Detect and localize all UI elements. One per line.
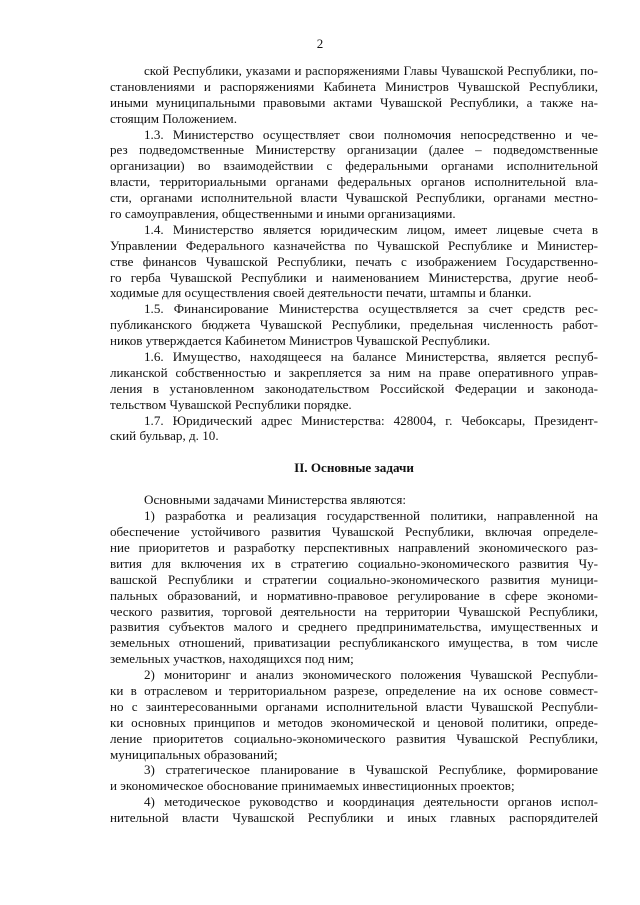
section-title: II. Основные задачи: [294, 460, 414, 476]
text-line: земельных отношений, приватизации республиканского имущества, в том числе: [110, 635, 598, 651]
text-line: ликанской собственностью и закрепляется за ним на праве оперативного управ-: [110, 364, 598, 380]
text-line: власти, территориальными органами федеральных органов исполнительной вла-: [110, 174, 598, 190]
text-line: тельством Чувашской Республики порядке.: [110, 396, 352, 412]
text-line: ников утверждается Кабинетом Министров Чувашской Республики.: [110, 333, 491, 349]
text-line: 1.6. Имущество, находящееся на балансе Министерства, является респуб-: [144, 349, 598, 365]
text-line: земельных участков, находящихся под ним;: [110, 651, 354, 667]
text-line: нительной власти Чувашской Республики и иных главных распорядителей: [110, 810, 598, 826]
text-line: 1.5. Финансирование Министерства осуществляется за счет средств рес-: [144, 301, 598, 317]
document-body: [110, 63, 598, 826]
paragraph: [110, 301, 598, 349]
text-line: 1.3. Министерство осуществляет свои полномочия непосредственно и че-: [144, 126, 598, 142]
spacer: [110, 444, 598, 460]
text-line: организации) во взаимодействии с федеральными органами исполнительной: [110, 158, 598, 174]
text-line: ления в установленном законодательством Российской Федерации и законода-: [110, 380, 598, 396]
text-line: ходимые для осуществления своей деятельности печати, штампы и бланки.: [110, 285, 532, 301]
text-line: стве финансов Чувашской Республики, печать с изображением Государственно-: [110, 253, 598, 269]
text-line: ческого развития, торговой деятельности на территории Чувашской Республики,: [110, 603, 598, 619]
paragraph: [110, 349, 598, 413]
text-line: ской Республики, указами и распоряжениями Главы Чувашской Республики, по-: [144, 63, 598, 78]
spacer: [110, 476, 598, 492]
paragraph: [110, 762, 598, 794]
paragraph: [110, 492, 598, 508]
paragraph: [110, 127, 598, 222]
text-line: рез подведомственные Министерству организации (далее – подведомственные: [110, 142, 598, 158]
text-line: сти, органами исполнительной власти Чувашской Республики, органами местно-: [110, 190, 598, 206]
text-line: муниципальных образований;: [110, 746, 278, 762]
text-line: ский бульвар, д. 10.: [110, 428, 219, 444]
text-line: вития для включения их в стратегию социально-экономического развития Чу-: [110, 555, 598, 571]
text-line: 3) стратегическое планирование в Чувашской Республике, формирование: [144, 762, 598, 778]
text-line: 2) мониторинг и анализ экономического положения Чувашской Республи-: [144, 667, 598, 683]
text-line: публиканского бюджета Чувашской Республики, предельная численность работ-: [110, 317, 598, 333]
text-line: вашской Республики и стратегии социально-экономического развития муници-: [110, 571, 598, 587]
text-line: 1) разработка и реализация государственной политики, направленной на: [144, 508, 598, 524]
text-line: ление приоритетов социально-экономического развития Чувашской Республики,: [110, 730, 598, 746]
paragraph: [110, 667, 598, 762]
text-line: Основными задачами Министерства являются:: [144, 492, 407, 508]
paragraph: [110, 508, 598, 667]
text-line: 4) методическое руководство и координация деятельности органов испол-: [144, 794, 598, 810]
paragraph: [110, 222, 598, 301]
text-line: ки основных принципов и методов экономической и ценовой политики, опреде-: [110, 714, 598, 730]
text-line: иными муниципальными правовыми актами Чувашской Республики, а также на-: [110, 94, 598, 110]
text-line: ние приоритетов и разработку перспективных направлений экономического раз-: [110, 539, 598, 555]
text-line: 1.4. Министерство является юридическим лицом, имеет лицевые счета в: [144, 221, 598, 237]
text-line: пальных образований, и нормативно-правовое регулирование в сфере экономи-: [110, 587, 598, 603]
text-line: обеспечение устойчивого развития Чувашской Республики, включая определе-: [110, 524, 598, 540]
page-number: 2: [316, 36, 324, 51]
paragraph: [110, 794, 598, 826]
text-line: но с заинтересованными органами исполнительной власти Чувашской Республи-: [110, 698, 598, 714]
text-line: го самоуправления, общественными и иными организациями.: [110, 206, 456, 222]
text-line: 1.7. Юридический адрес Министерства: 428004, г. Чебоксары, Президент-: [144, 412, 598, 428]
text-line: стоящим Положением.: [110, 110, 237, 126]
paragraph: [110, 413, 598, 445]
text-line: и экономическое обоснование принимаемых инвестиционных проектов;: [110, 778, 515, 794]
text-line: Управлении Федерального казначейства по Чувашской Республике и Министер-: [110, 237, 598, 253]
paragraph: [110, 63, 598, 127]
text-line: становлениями и распоряжениями Кабинета Министров Чувашской Республики,: [110, 78, 598, 94]
text-line: развития субъектов малого и среднего предпринимательства, имущественных и: [110, 619, 598, 635]
text-line: го герба Чувашской Республики и наименованием Министерства, другие необ-: [110, 269, 598, 285]
text-line: ки в отраслевом и территориальном разрезе, определение на их основе совмест-: [110, 682, 598, 698]
